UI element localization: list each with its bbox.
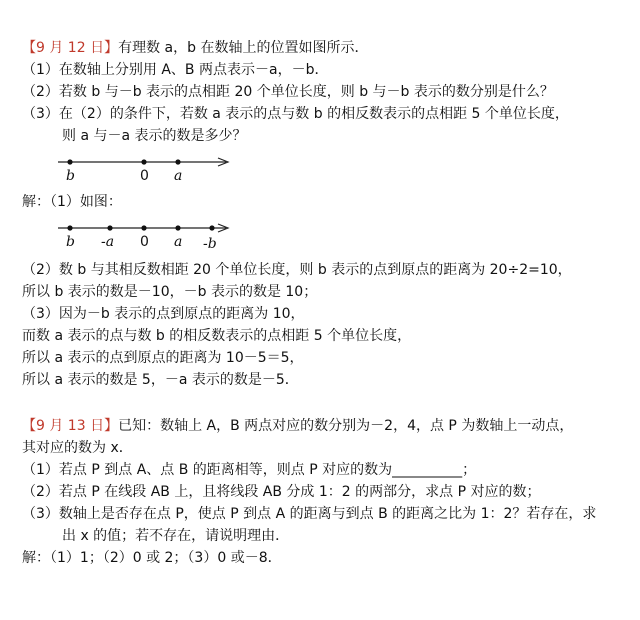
- point-neg-a: [107, 225, 112, 230]
- label-b: b: [66, 168, 75, 184]
- problem2-question-3b: 出 x 的值；若不存在，请说明理由．: [62, 528, 290, 544]
- problem2-intro-b: 其对应的数为 x．: [22, 440, 133, 456]
- problem2-intro: 已知：数轴上 A，B 两点对应的数分别为－2，4，点 P 为数轴上一动点，: [118, 418, 574, 434]
- point-b: [67, 225, 72, 230]
- problem1-question-1: （1）在数轴上分别用 A、B 两点表示－a，－b．: [22, 62, 329, 78]
- problem1-intro: 有理数 a，b 在数轴上的位置如图所示．: [118, 40, 369, 56]
- label-neg-b: -b: [203, 236, 217, 252]
- solution-2a: （2）数 b 与其相反数相距 20 个单位长度，则 b 表示的点到原点的距离为 20÷2=10，: [22, 262, 572, 278]
- solution-3b: 而数 a 表示的点与数 b 的相反数表示的点相距 5 个单位长度，: [22, 328, 412, 344]
- label-b: b: [66, 234, 75, 250]
- solution-title: 解：（1）如图：: [22, 194, 122, 210]
- solution-2b: 所以 b 表示的数是－10，－b 表示的数是 10；: [22, 284, 318, 300]
- label-0: 0: [140, 168, 149, 184]
- label-0: 0: [140, 234, 149, 250]
- solution-3c: 所以 a 表示的点到原点的距离为 10－5＝5，: [22, 350, 304, 366]
- number-line-figure-1: [58, 150, 238, 184]
- problem1-question-2: （2）若数 b 与－b 表示的点相距 20 个单位长度，则 b 与－b 表示的数分别是什么？: [22, 84, 554, 100]
- solution-3d: 所以 a 表示的数是 5，－a 表示的数是－5．: [22, 372, 299, 388]
- problem1-intro-line: [22, 38, 368, 58]
- point-origin: [141, 225, 146, 230]
- label-a: a: [174, 168, 183, 184]
- problem2-question-1: （1）若点 P 到点 A、点 B 的距离相等，则点 P 对应的数为__________；: [22, 462, 477, 478]
- solution-3a: （3）因为－b 表示的点到原点的距离为 10，: [22, 306, 305, 322]
- problem1-question-3a: （3）在（2）的条件下，若数 a 表示的点与数 b 的相反数表示的点相距 5 个单位长度，: [22, 106, 569, 122]
- point-neg-b: [209, 225, 214, 230]
- number-line-figure-2: [58, 218, 238, 252]
- problem2-intro-line: [22, 416, 573, 436]
- problem1-date-tag: 【9 月 12 日】: [22, 40, 119, 56]
- point-origin: [141, 159, 146, 164]
- problem2-answer: 解：（1）1；（2）0 或 2；（3）0 或－8．: [22, 550, 282, 566]
- problem2-question-3a: （3）数轴上是否存在点 P，使点 P 到点 A 的距离与到点 B 的距离之比为 1：2？若存在，求: [22, 506, 597, 522]
- point-a: [175, 225, 180, 230]
- problem1-question-3b: 则 a 与－a 表示的数是多少？: [62, 128, 247, 144]
- label-a: a: [174, 234, 183, 250]
- point-b: [67, 159, 72, 164]
- label-neg-a: -a: [101, 234, 115, 250]
- problem2-date-tag: 【9 月 13 日】: [22, 418, 119, 434]
- point-a: [175, 159, 180, 164]
- problem2-question-2: （2）若点 P 在线段 AB 上，且将线段 AB 分成 1：2 的两部分，求点 P 对应的数；: [22, 484, 541, 500]
